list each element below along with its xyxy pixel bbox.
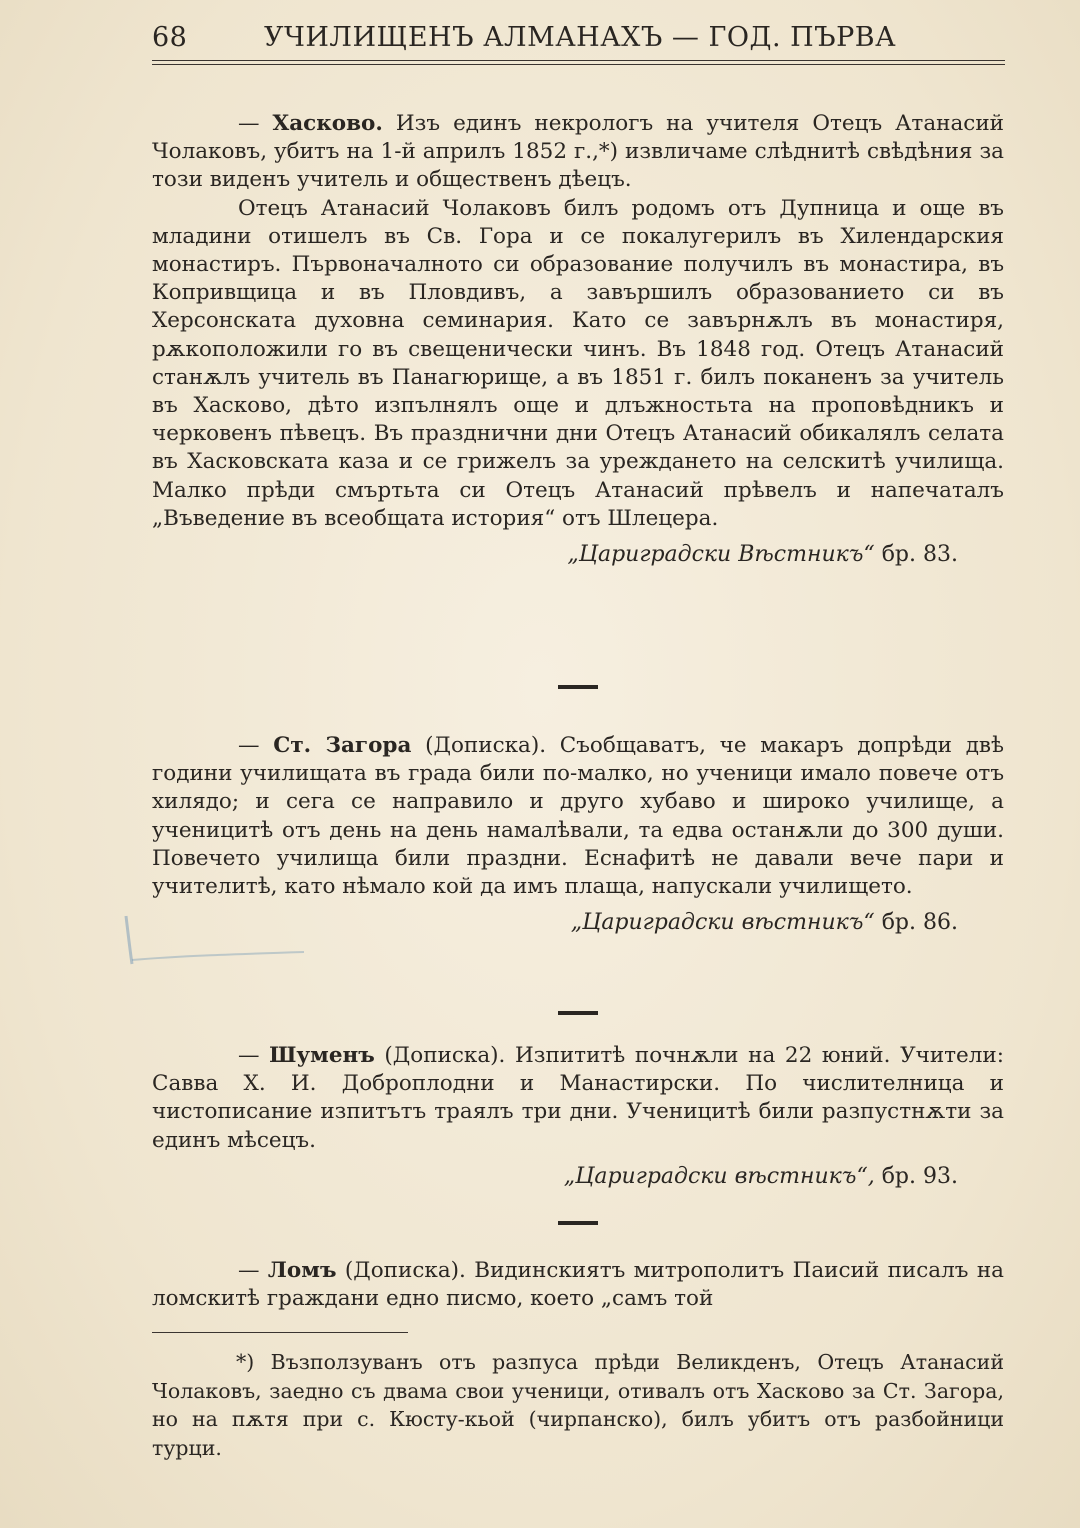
source-citation	[152, 1163, 1004, 1191]
footnote	[152, 1348, 1004, 1462]
paragraph-text: Видинскиятъ митрополитъ Паисий писалъ на ломскитѣ граждани едно писмо, което „самъ той	[152, 1258, 1005, 1312]
article-paragraph: Отецъ Атанасий Чолаковъ билъ родомъ отъ Дупница и още въ младини отишелъ въ Св. Гора и се покалугерилъ въ Хилендарския монастиръ. Първоначалното си образование получилъ въ монастира, въ Копривщица и въ Пловдивъ, а завършилъ образованието си въ Херсонската духовна семинария. Като се завърнѫлъ въ монастиря, рѫкоположили го въ свещенически чинъ. Въ 1848 год. Отецъ Атанасий станѫлъ учитель въ Панагюрище, а въ 1851 г. билъ поканенъ за учитель въ Хасково, дѣто изпълнялъ още и длъжностьта на проповѣдникъ и черковенъ пѣвецъ. Въ празднични дни Отецъ Атанасий обикалялъ селата въ Хасковската каза и се грижелъ за уреждането на селскитѣ училища. Малко прѣди смъртьта си Отецъ Атанасий прѣвелъ и напечаталъ „Въведение въ всеобщата история“ отъ Шлецера.	[152, 195, 1004, 531]
correspondence-note: (Дописка).	[344, 1258, 466, 1283]
place-name: Ст. Загора	[273, 733, 412, 758]
page-number: 68	[152, 22, 188, 53]
footnote-text: *) Възползуванъ отъ разпуса прѣди Великденъ, Отецъ Атанасий Чолаковъ, заедно съ двама свои ученици, отивалъ отъ Хасково за Ст. Загора, но на пѫтя при с. Кюсту-кьой (чирпанско), билъ убитъ отъ разбойници турци.	[152, 1350, 1004, 1460]
section-divider	[558, 1221, 598, 1225]
article-paragraph: — Хасково. Изъ единъ некрологъ на учителя Отецъ Атанасий Чолаковъ, убитъ на 1-й априлъ 1852 г.,*) извличаме слѣднитѣ свѣдѣния за този виденъ учитель и общественъ дѣецъ.	[152, 111, 1004, 193]
header-rule	[152, 60, 1005, 65]
article-lom	[152, 1257, 1004, 1313]
correspondence-note: (Дописка).	[384, 1043, 506, 1068]
place-name: Хасково.	[272, 111, 383, 136]
running-title: УЧИЛИЩЕНЪ АЛМАНАХЪ — ГОД. ПЪРВА	[264, 22, 897, 53]
paragraph-text: Изъ единъ некрологъ на учителя Отецъ Атанасий Чолаковъ, убитъ на 1-й априлъ 1852 г.,*) извличаме слѣднитѣ свѣдѣния за този виденъ учитель и общественъ дѣецъ.	[152, 111, 1004, 193]
source-citation	[152, 541, 1004, 569]
section-divider	[558, 1011, 598, 1015]
article-paragraph: — Шуменъ (Дописка). Изпититѣ почнѫли на 22 юний. Учители: Савва Х. И. Доброплодни и Манастирски. По числителница и чистописание изпитътъ траялъ три дни. Ученицитѣ били разпустнѫти за единъ мѣсецъ.	[152, 1043, 1004, 1153]
article-shumen	[152, 1042, 1004, 1191]
source-issue: бр. 93.	[881, 1163, 958, 1189]
article-paragraph: — Ломъ (Дописка). Видинскиятъ митрополитъ Паисий писалъ на ломскитѣ граждани едно писмо, което „самъ той	[152, 1258, 1005, 1312]
source-newspaper: „Цариградски Вѣстникъ“	[567, 542, 875, 568]
pencil-mark	[118, 908, 308, 968]
place-name: Шуменъ	[269, 1043, 375, 1068]
article-haskovo	[152, 110, 1004, 569]
article-paragraph: — Ст. Загора (Дописка). Съобщаватъ, че макаръ допрѣди двѣ години училищата въ града били по-малко, но ученици имало повече отъ хилядо; и сега се направило и друго хубаво и широко училище, а ученицитѣ отъ день на день намалѣвали, та едва останѫли до 300 души. Повечето училища били праздни. Еснафитѣ не давали вече пари и учителитѣ, като нѣмало кой да имъ плаща, напускали училището.	[152, 733, 1005, 900]
paragraph-text: Съобщаватъ, че макаръ допрѣди двѣ години училищата въ града били по-малко, но ученици имало повече отъ хилядо; и сега се направило и друго хубаво и широко училище, а ученицитѣ отъ день на день намалѣвали, та едва останѫли до 300 души. Повечето училища били праздни. Еснафитѣ не давали вече пари и учителитѣ, като нѣмало кой да имъ плаща, напускали училището.	[152, 733, 1005, 900]
footnote-rule	[152, 1332, 408, 1333]
section-divider	[558, 685, 598, 689]
article-st-zagora	[152, 732, 1004, 937]
paragraph-text: Изпититѣ почнѫли на 22 юний. Учители: Савва Х. И. Доброплодни и Манастирски. По числителница и чистописание изпитътъ траялъ три дни. Ученицитѣ били разпустнѫти за единъ мѣсецъ.	[152, 1043, 1004, 1153]
place-name: Ломъ	[267, 1258, 337, 1283]
source-issue: бр. 83.	[881, 542, 958, 568]
correspondence-note: (Дописка).	[425, 733, 547, 758]
source-newspaper: „Цариградски вѣстникъ“	[570, 910, 875, 936]
page-header	[152, 22, 1007, 58]
source-issue: бр. 86.	[881, 910, 958, 936]
source-newspaper: „Цариградски вѣстникъ“,	[563, 1163, 875, 1189]
